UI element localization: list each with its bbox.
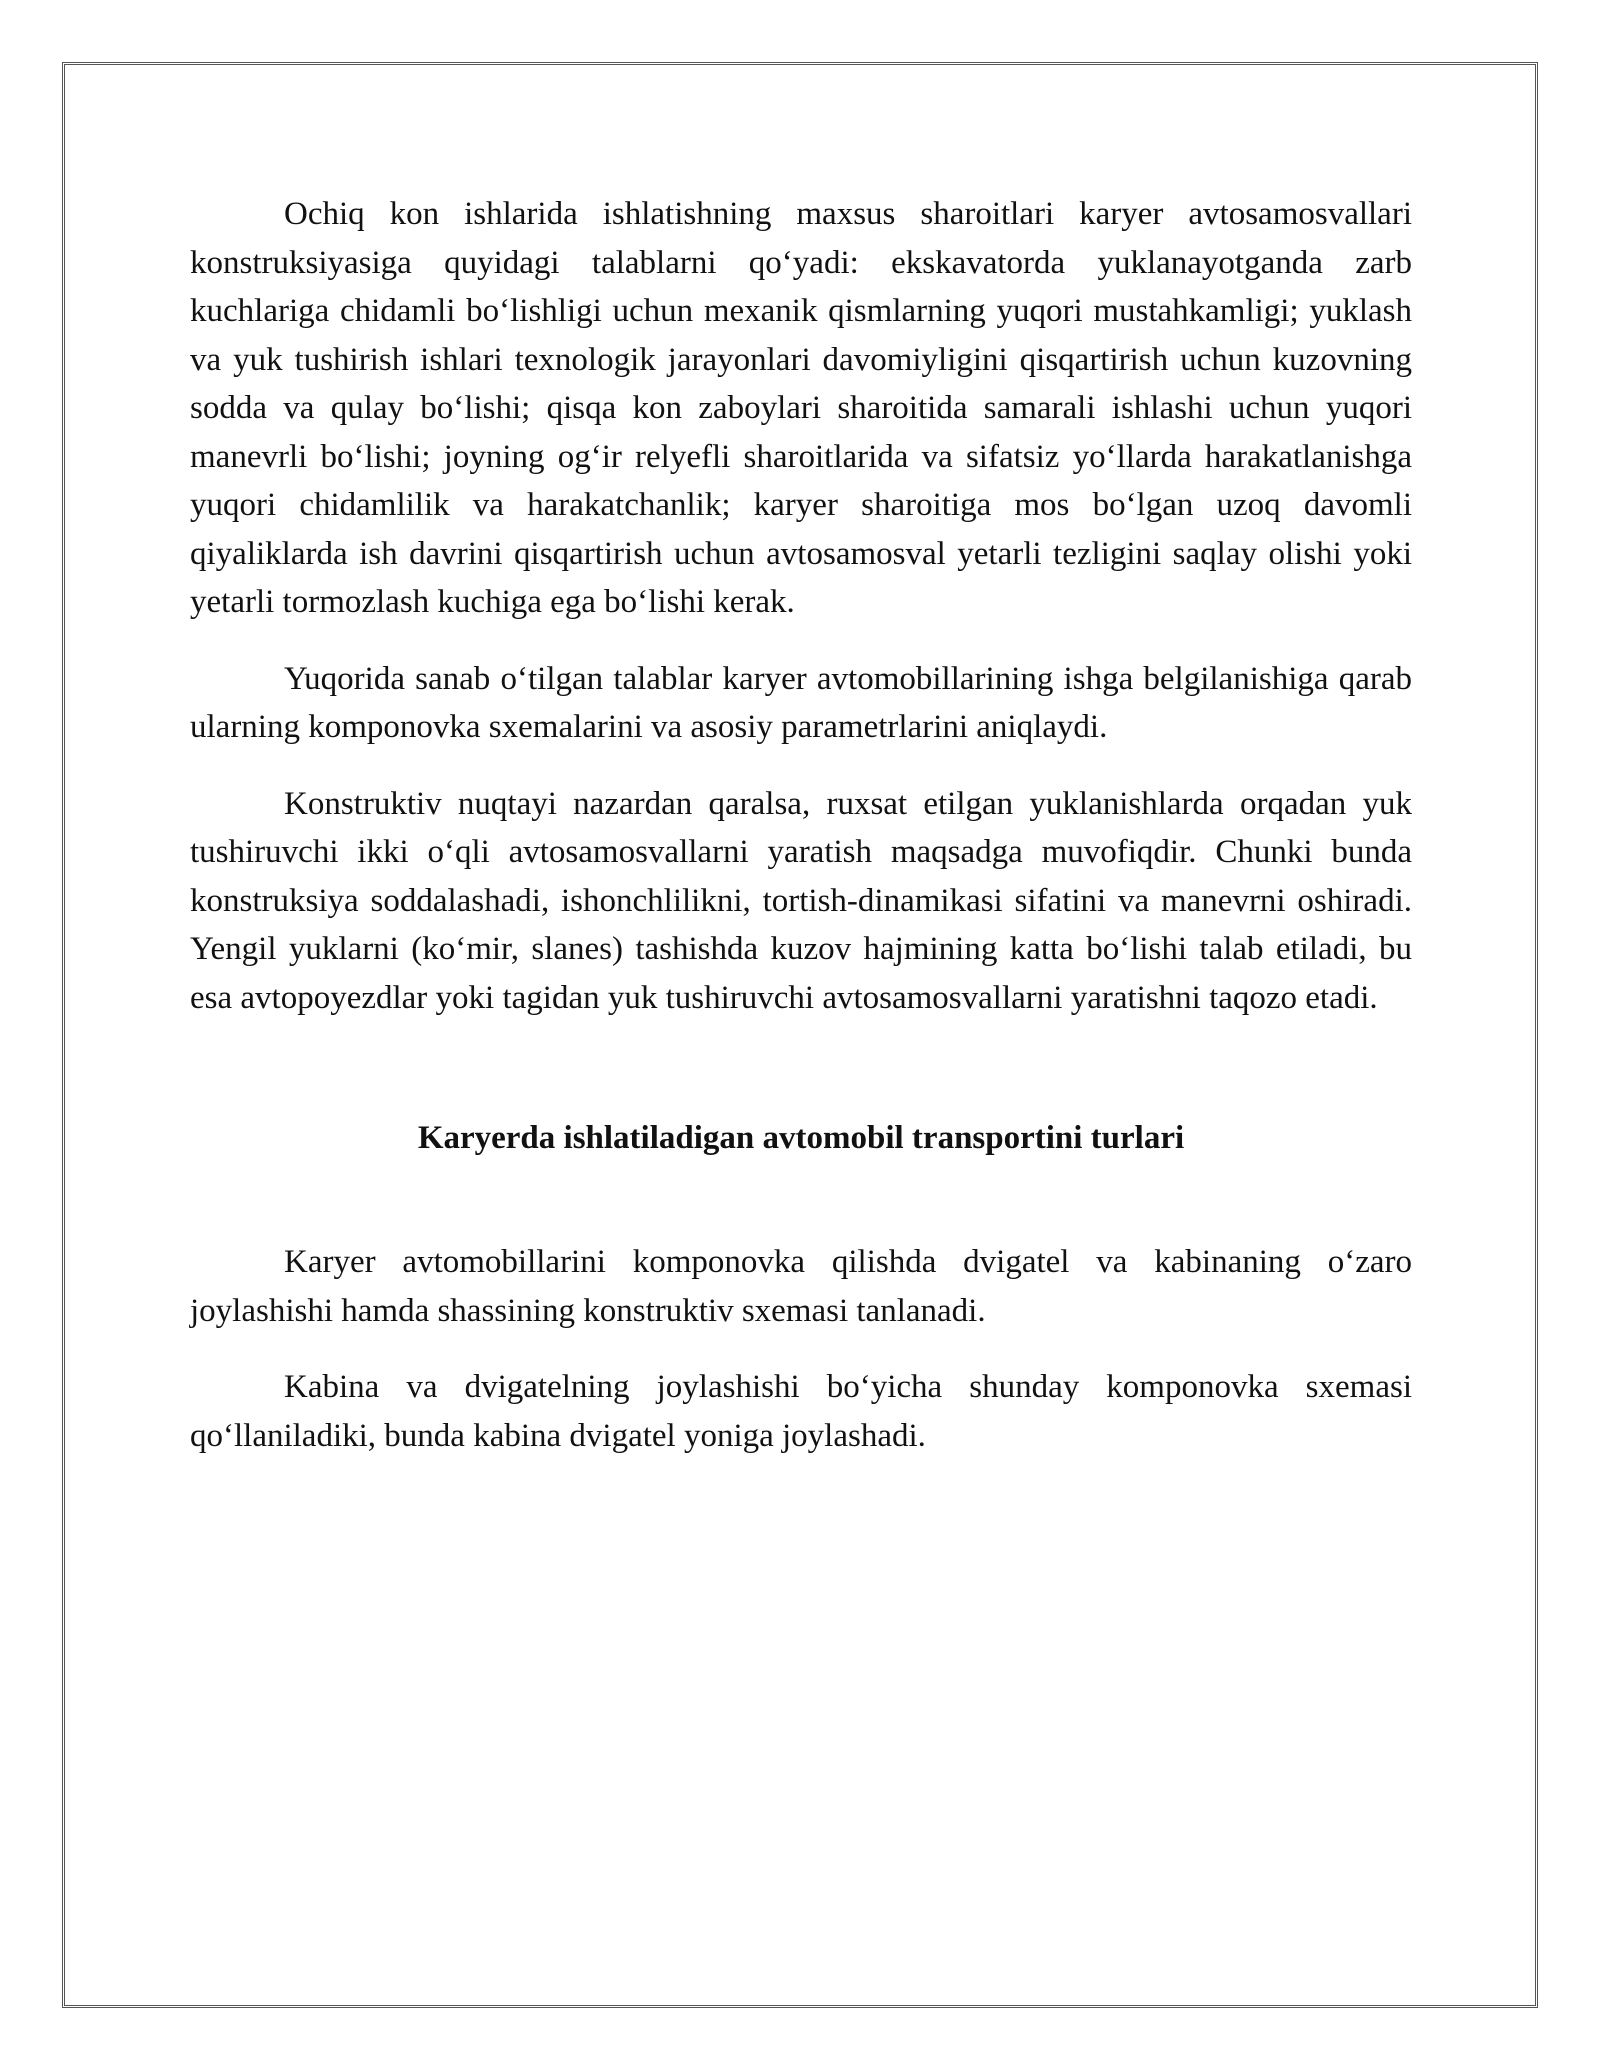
document-body (190, 190, 1412, 1488)
paragraph-cabin: Kabina va dvigatelning joylashishi bo‘yicha shunday komponovka sxemasi qo‘llaniladiki, bunda kabina dvigatel yoniga joylashadi. (190, 1369, 1412, 1454)
paragraph-layout: Karyer avtomobillarini komponovka qilishda dvigatel va kabinaning o‘zaro joylashishi hamda shassining konstruktiv sxemasi tanlanadi. (190, 1244, 1412, 1329)
paragraph-requirements: Ochiq kon ishlarida ishlatishning maxsus sharoitlari karyer avtosamosvallari konstruksiyasiga quyidagi talablarni qo‘yadi: ekskavatorda yuklanayotganda zarb kuchlariga chidamli bo‘lishligi uchun mexanik qismlarning yuqori mustahkamligi; yuklash va yuk tushirish ishlari texnologik jarayonlari davomiyligini qisqartirish uchun kuzovning sodda va qulay bo‘lishi; qisqa kon zaboylari sharoitida samarali ishlashi uchun yuqori manevrli bo‘lishi; joyning og‘ir relyefli sharoitlarida va sifatsiz yo‘llarda harakatlanishga yuqori chidamlilik va harakatchanlik; karyer sharoitiga mos bo‘lgan uzoq davomli qiyaliklarda ish davrini qisqartirish uchun avtosamosval yetarli tezligini saqlay olishi yoki yetarli tormozlash kuchiga ega bo‘lishi kerak. (190, 196, 1412, 620)
section-heading: Karyerda ishlatiladigan avtomobil transportini turlari (417, 1120, 1185, 1156)
paragraph-construction: Konstruktiv nuqtayi nazardan qaralsa, ruxsat etilgan yuklanishlarda orqadan yuk tushiruvchi ikki o‘qli avtosamosvallarni yaratish maqsadga muvofiqdir. Chunki bunda konstruksiya soddalashadi, ishonchlilikni, tortish-dinamikasi sifatini va manevrni oshiradi. Yengil yuklarni (ko‘mir, slanes) tashishda kuzov hajmining katta bo‘lishi talab etiladi, bu esa avtopoyezdlar yoki tagidan yuk tushiruvchi avtosamosvallarni yaratishni taqozo etadi. (190, 785, 1412, 1016)
paragraph-parameters: Yuqorida sanab o‘tilgan talablar karyer avtomobillarining ishga belgilanishiga qarab ularning komponovka sxemalarini va asosiy parametrlarini aniqlaydi. (190, 660, 1412, 745)
